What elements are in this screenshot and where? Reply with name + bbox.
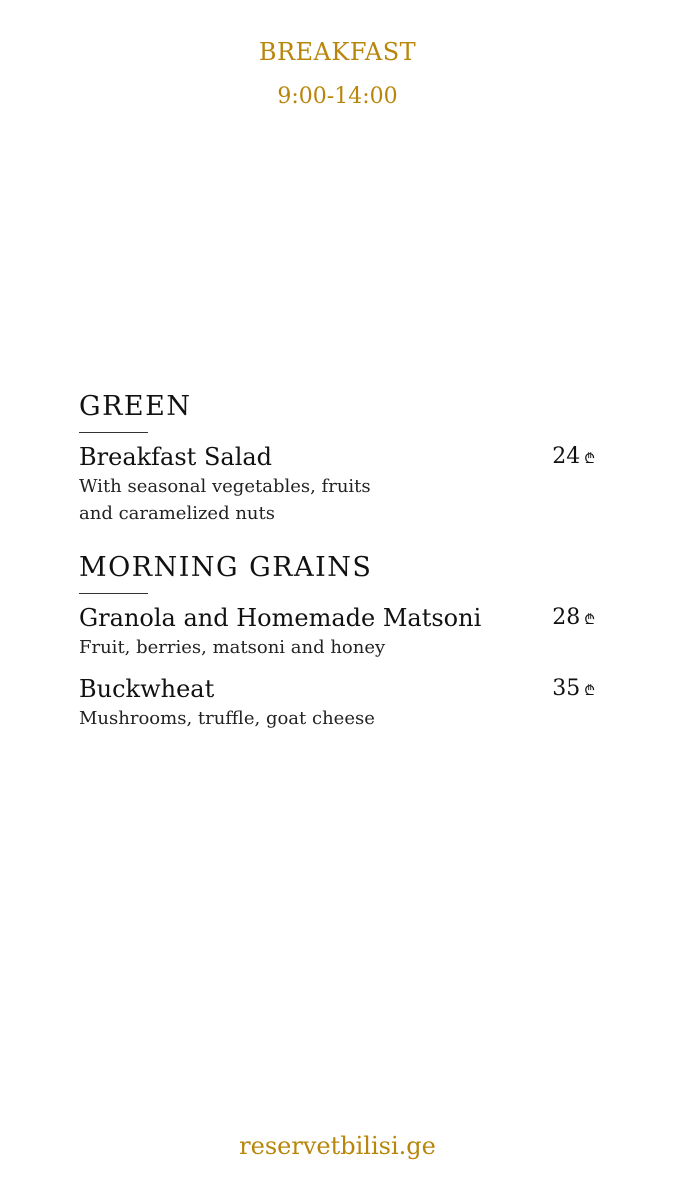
menu-header: [0, 36, 675, 112]
price-value: 28: [552, 605, 581, 630]
lari-currency-icon: ₾: [584, 451, 595, 467]
item-name: Granola and Homemade Matsoni: [79, 604, 482, 632]
section-title: GREEN: [79, 391, 192, 422]
lari-currency-icon: ₾: [584, 612, 595, 628]
item-price: [552, 602, 595, 636]
item-description: Mushrooms, truffle, goat cheese: [79, 708, 375, 729]
item-name: Breakfast Salad: [79, 443, 273, 471]
section-morning-grains: [79, 549, 599, 732]
menu-item-granola: [79, 602, 599, 661]
item-price: [552, 441, 595, 475]
item-price: [552, 673, 595, 707]
item-description: With seasonal vegetables, fruits: [79, 476, 371, 497]
price-value: 35: [552, 676, 581, 701]
section-title: MORNING GRAINS: [79, 552, 373, 583]
item-description: and caramelized nuts: [79, 503, 275, 524]
section-divider: [79, 593, 148, 594]
item-description: Fruit, berries, matsoni and honey: [79, 637, 386, 658]
item-name: Buckwheat: [79, 675, 215, 703]
menu-item-breakfast-salad: [79, 441, 599, 527]
price-value: 24: [552, 444, 581, 469]
lari-currency-icon: ₾: [584, 683, 595, 699]
menu-content: [79, 388, 599, 754]
menu-title: BREAKFAST: [258, 38, 417, 66]
section-green: [79, 388, 599, 527]
section-divider: [79, 432, 148, 433]
website-link[interactable]: reservetbilisi.ge: [239, 1132, 436, 1160]
menu-item-buckwheat: [79, 673, 599, 732]
service-hours: 9:00-14:00: [277, 84, 398, 109]
